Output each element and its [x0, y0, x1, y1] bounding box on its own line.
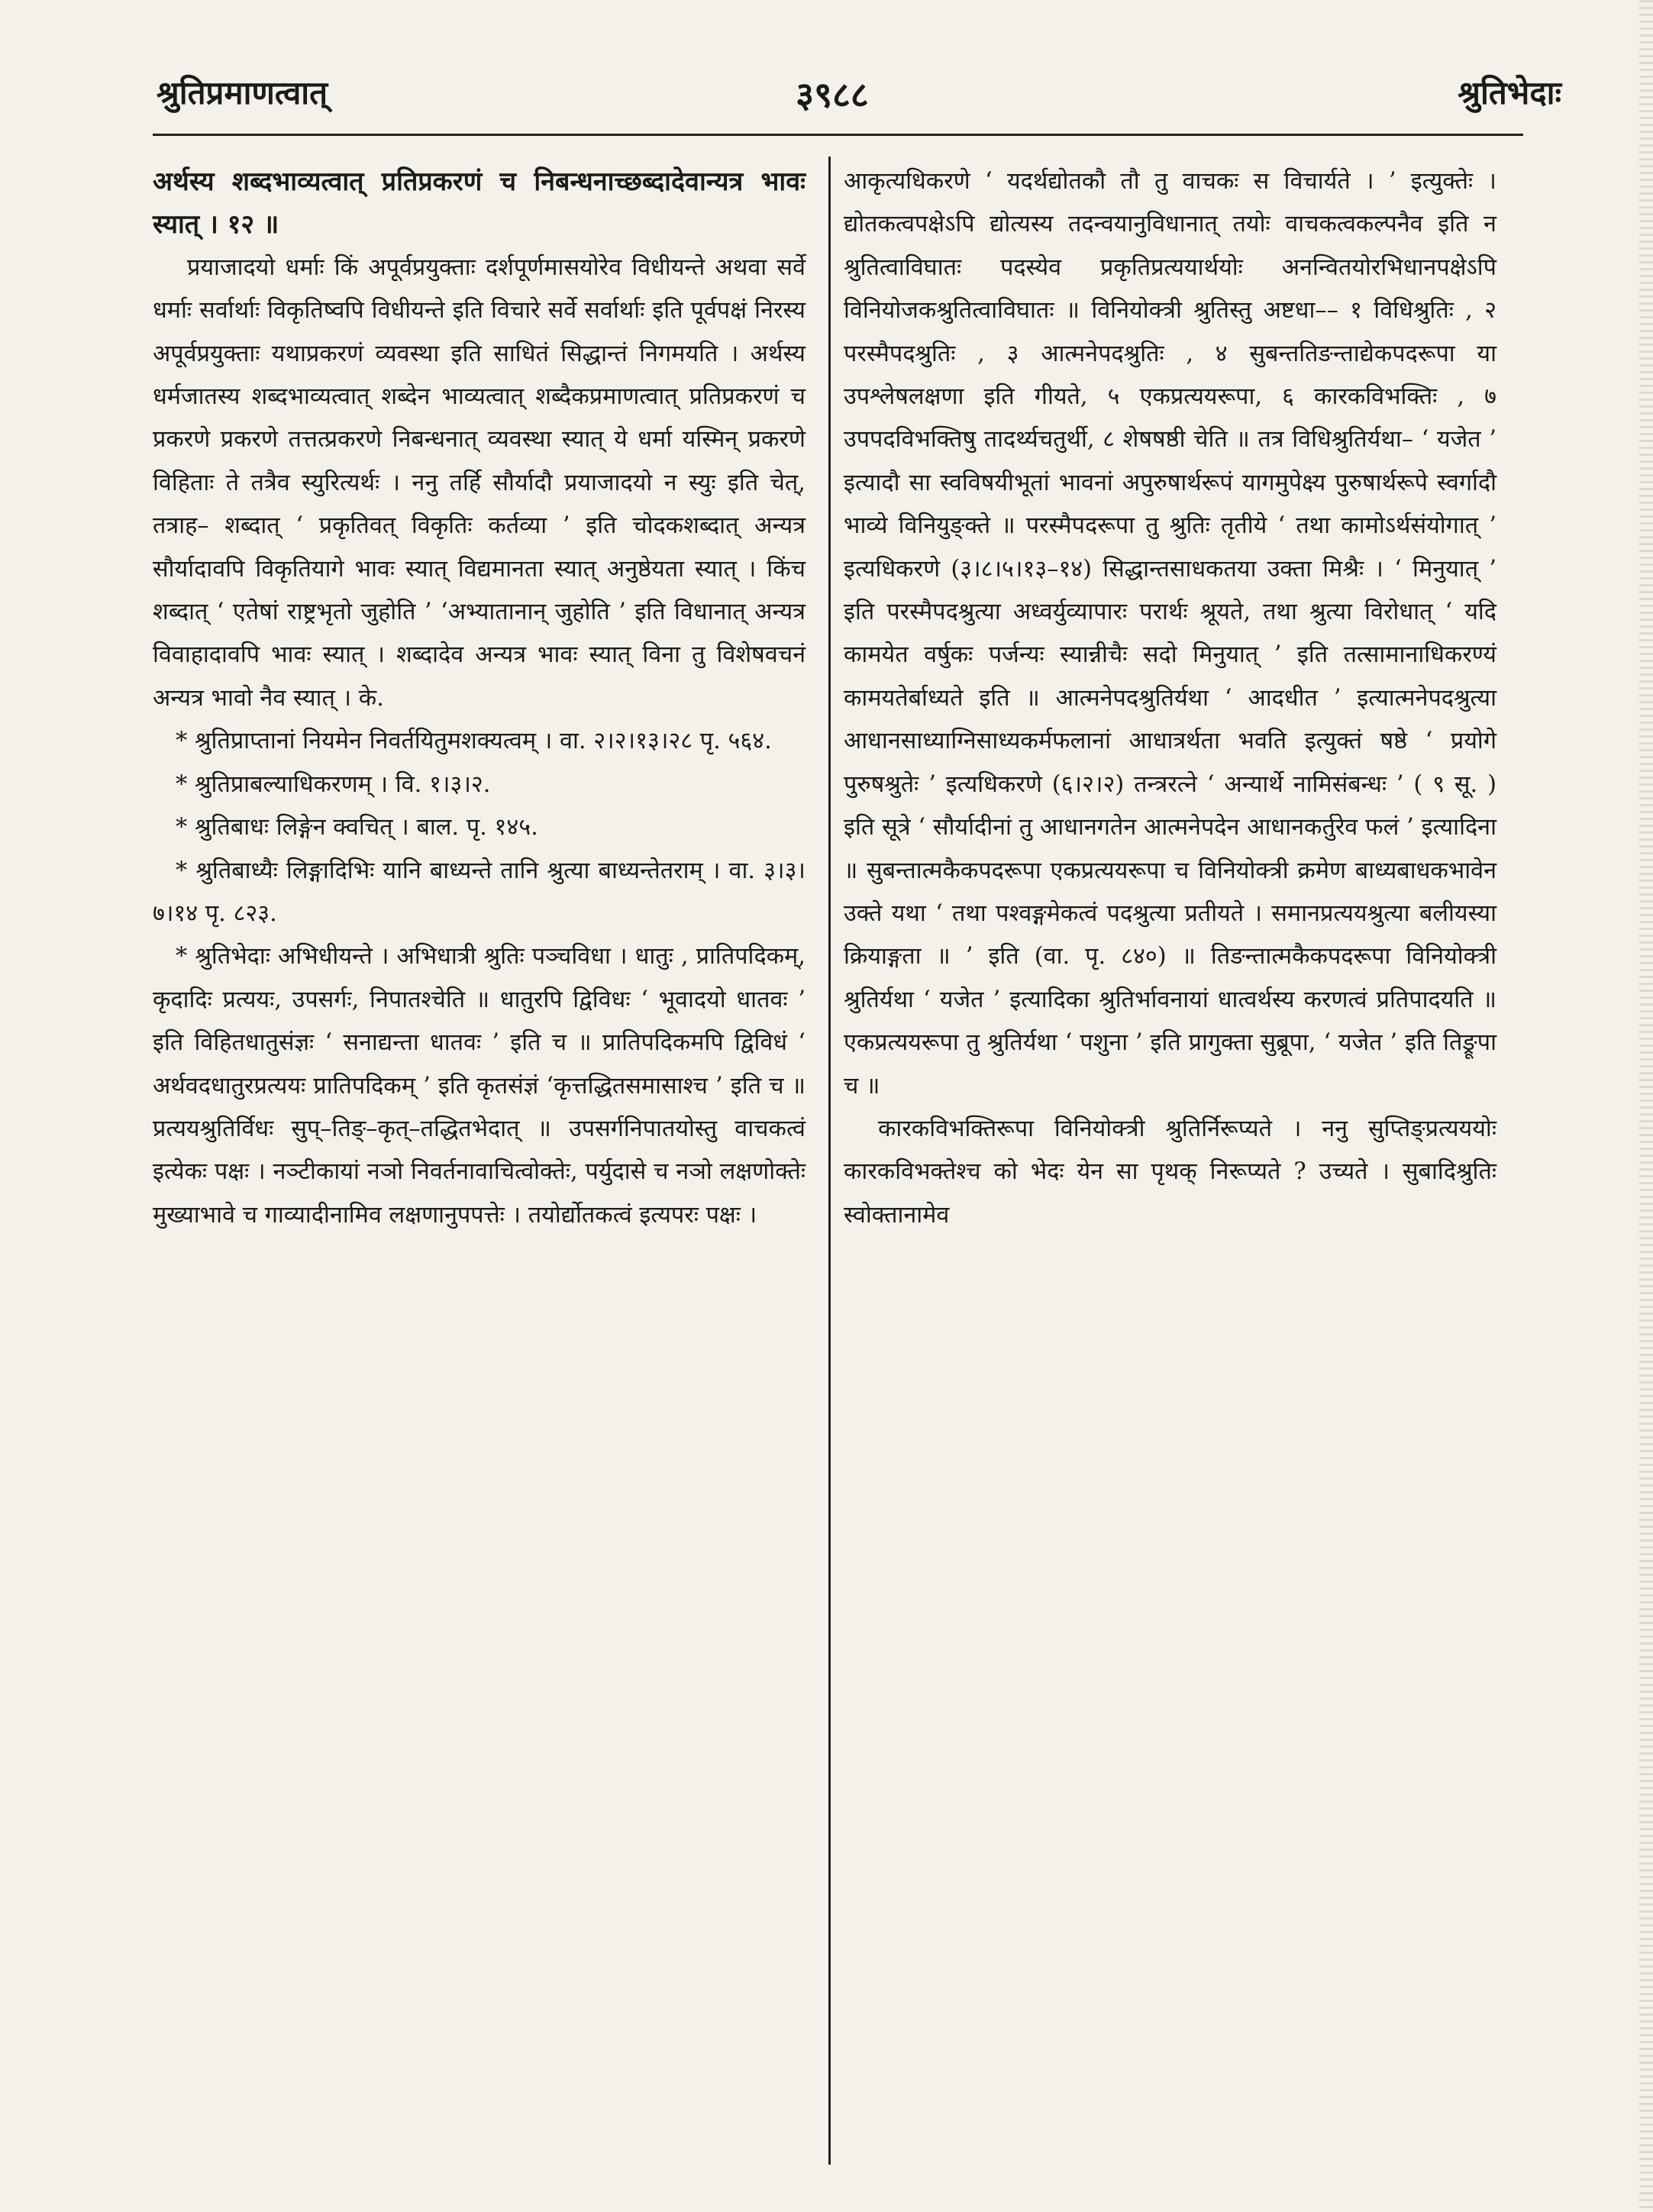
- page-header: [0, 70, 1653, 139]
- star-entry: * श्रुतिप्राप्तानां नियमेन निवर्तयितुमशक्यत्वम् । वा. २।२।१३।२८ पृ. ५६४.: [176, 728, 772, 755]
- left-column: [153, 160, 806, 1237]
- star-entry: * श्रुतिबाधः लिङ्गेन क्वचित् । बाल. पृ. १४५.: [176, 814, 538, 841]
- star-entry: * श्रुतिबाध्यैः लिङ्गादिभिः यानि बाध्यन्ते तानि श्रुत्या बाध्यन्तेतराम् । वा. ३।३।७।१४ पृ. ८२३.: [153, 857, 806, 927]
- running-head-right: श्रुतिभेदाः: [1458, 74, 1561, 111]
- running-head-left: श्रुतिप्रमाणत्वात्: [157, 74, 328, 111]
- star-entry: * श्रुतिभेदाः अभिधीयन्ते । अभिधात्री श्रुतिः पञ्चविधा । धातुः , प्रातिपदिकम्, कृदादिः प्रत्ययः, उपसर्गः, निपातश्चेति ॥ धातुरपि द्विविधः ‘ भूवादयो धातवः ’ इति विहितधातुसंज्ञः ‘ सनाद्यन्ता धातवः ’ इति च ॥ प्रातिपदिकमपि द्विविधं ‘ अर्थवदधातुरप्रत्ययः प्रातिपदिकम् ’ इति कृतसंज्ञं ‘कृत्तद्धितसमासाश्च ’ इति च ॥ प्रत्ययश्रुतिर्विधः सुप्–तिङ्–कृत्–तद्धितभेदात् ॥ उपसर्गनिपातयोस्तु वाचकत्वं इत्येकः पक्षः । नञ्टीकायां नञो निवर्तनावाचित्वोक्तेः, पर्युदासे च नञो लक्षणोक्तेः मुख्याभावे च गाव्यादीनामिव लक्षणानुपपत्तेः । तयोर्द्योतकत्वं इत्यपरः पक्षः ।: [153, 943, 806, 1229]
- right-column: [844, 160, 1496, 1237]
- header-rule: [153, 134, 1523, 136]
- commentary-paragraph: कारकविभक्तिरूपा विनियोक्त्री श्रुतिर्निरूप्यते । ननु सुप्तिङ्प्रत्यययोः कारकविभक्तेश्च को भेदः येन सा पृथक् निरूप्यते ? उच्यते । सुबादिश्रुतिः स्वोक्तानामेव: [844, 1115, 1496, 1229]
- sutra-heading: अर्थस्य शब्दभाव्यत्वात् प्रतिप्रकरणं च निबन्धनाच्छब्दादेवान्यत्र भावः स्यात् । १२ ॥: [153, 166, 806, 241]
- star-entry: * श्रुतिप्राबल्याधिकरणम् । वि. १।३।२.: [176, 770, 491, 798]
- commentary-paragraph: आकृत्यधिकरणे ‘ यदर्थद्योतकौ तौ तु वाचकः स विचार्यते । ’ इत्युक्तेः । द्योतकत्वपक्षेऽपि द्योत्यस्य तदन्वयानुविधानात् तयोः वाचकत्वकल्पनैव इति न श्रुतित्वाविघातः पदस्येव प्रकृतिप्रत्ययार्थयोः अनन्वितयोरभिधानपक्षेऽपि विनियोजकश्रुतित्वाविघातः ॥ विनियोक्त्री श्रुतिस्तु अष्टधा–– १ विधिश्रुतिः , २ परस्मैपदश्रुतिः , ३ आत्मनेपदश्रुतिः , ४ सुबन्ततिङन्ताद्येकपदरूपा या उपश्लेषलक्षणा इति गीयते, ५ एकप्रत्ययरूपा, ६ कारकविभक्तिः , ७ उपपदविभक्तिषु तादर्थ्यचतुर्थी, ८ शेषषष्ठी चेति ॥ तत्र विधिश्रुतिर्यथा– ‘ यजेत ’ इत्यादौ सा स्वविषयीभूतां भावनां अपुरुषार्थरूपं यागमुपेक्ष्य पुरुषार्थरूपे स्वर्गादौ भाव्ये विनियुङ्क्ते ॥ परस्मैपदरूपा तु श्रुतिः तृतीये ‘ तथा कामोऽर्थसंयोगात् ’ इत्यधिकरणे (३।८।५।१३–१४) सिद्धान्तसाधकतया उक्ता मिश्रैः । ‘ मिनुयात् ’ इति परस्मैपदश्रुत्या अध्वर्युव्यापारः परार्थः श्रूयते, तथा श्रुत्या विरोधात् ‘ यदि कामयेत वर्षुकः पर्जन्यः स्यान्नीचैः सदो मिनुयात् ’ इति तत्सामानाधिकरण्यं कामयतेर्बाध्यते इति ॥ आत्मनेपदश्रुतिर्यथा ‘ आदधीत ’ इत्यात्मनेपदश्रुत्या आधानसाध्याग्निसाध्यकर्मफलानां आधात्रर्थता भवति इत्युक्तं षष्ठे ‘ प्रयोगे पुरुषश्रुतेः ’ इत्यधिकरणे (६।२।२) तन्त्ररत्ने ‘ अन्यार्थे नामिसंबन्धः ’ ( ९ सू. ) इति सूत्रे ‘ सौर्यादीनां तु आधानगतेन आत्मनेपदेन आधानकर्तुरेव फलं ’ इत्यादिना ॥ सुबन्तात्मकैकपदरूपा एकप्रत्ययरूपा च विनियोक्त्री क्रमेण बाध्यबाधकभावेन उक्ते यथा ‘ तथा पश्वङ्गमेकत्वं पदश्रुत्या प्रतीयते । समानप्रत्ययश्रुत्या बलीयस्या क्रियाङ्गता ॥ ’ इति (वा. पृ. ८४०) ॥ तिङन्तात्मकैकपदरूपा विनियोक्त्री श्रुतिर्यथा ‘ यजेत ’ इत्यादिका श्रुतिर्भावनायां धात्वर्थस्य करणत्वं प्रतिपादयति ॥ एकप्रत्ययरूपा तु श्रुतिर्यथा ‘ पशुना ’ इति प्रागुक्ता सुब्रूपा, ‘ यजेत ’ इति तिङ्रूपा च ॥: [844, 168, 1496, 1100]
- page-number: ३९८८: [796, 74, 869, 115]
- commentary-paragraph: प्रयाजादयो धर्माः किं अपूर्वप्रयुक्ताः दर्शपूर्णमासयोरेव विधीयन्ते अथवा सर्वे धर्माः सर्वार्थाः विकृतिष्वपि विधीयन्ते इति विचारे सर्वे सर्वार्थाः इति पूर्वपक्षं निरस्य अपूर्वप्रयुक्ताः यथाप्रकरणं व्यवस्था इति साधितं सिद्धान्तं निगमयति । अर्थस्य धर्मजातस्य शब्दभाव्यत्वात् शब्देन भाव्यत्वात् शब्दैकप्रमाणत्वात् प्रतिप्रकरणं च प्रकरणे प्रकरणे तत्तत्प्रकरणे निबन्धनात् व्यवस्था स्यात् ये धर्मा यस्मिन् प्रकरणे विहिताः ते तत्रैव स्युरित्यर्थः । ननु तर्हि सौर्यादौ प्रयाजादयो न स्युः इति चेत्, तत्राह– शब्दात् ‘ प्रकृतिवत् विकृतिः कर्तव्या ’ इति चोदकशब्दात् अन्यत्र सौर्यादावपि विकृतियागे भावः स्यात् विद्यमानता स्यात् अनुष्ठेयता स्यात् । किंच शब्दात् ‘ एतेषां राष्ट्रभृतो जुहोति ’ ‘अभ्यातानान् जुहोति ’ इति विधानात् अन्यत्र विवाहादावपि भावः स्यात् । शब्दादेव अन्यत्र भावः स्यात् विना तु विशेषवचनं अन्यत्र भावो नैव स्यात् । के.: [153, 253, 806, 712]
- scan-edge-artifact: [1639, 0, 1653, 2212]
- column-divider: [828, 157, 831, 2165]
